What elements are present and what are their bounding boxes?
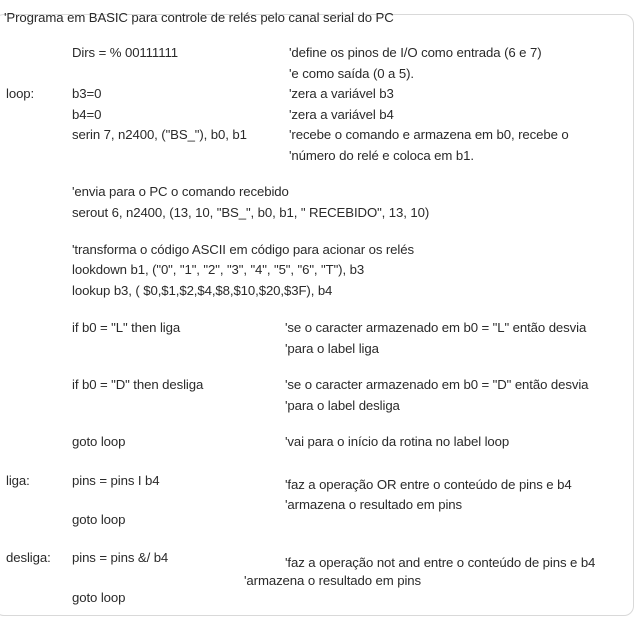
comment-line: 'número do relé e coloca em b1. <box>289 148 474 163</box>
code-line: lookup b3, ( $0,$1,$2,$4,$8,$10,$20,$3F), b4 <box>72 283 333 298</box>
label-liga: liga: <box>6 473 30 488</box>
label-desliga: desliga: <box>6 550 51 565</box>
code-line: lookdown b1, ("0", "1", "2", "3", "4", "5", "6", "T"), b3 <box>72 262 365 277</box>
comment-line: 'se o caracter armazenado em b0 = "L" então desvia <box>285 320 587 335</box>
code-line: goto loop <box>72 590 126 605</box>
comment-line: 'faz a operação OR entre o conteúdo de pins e b4 <box>285 477 572 492</box>
code-line: if b0 = "D" then desliga <box>72 377 204 392</box>
comment-line: 'faz a operação not and entre o conteúdo de pins e b4 <box>285 555 596 570</box>
label-loop: loop: <box>6 86 35 101</box>
comment-line: 'envia para o PC o comando recebido <box>72 184 289 199</box>
code-line: goto loop <box>72 434 126 449</box>
code-line: Dirs = % 00111111 <box>72 45 178 60</box>
code-line: b4=0 <box>72 107 102 122</box>
comment-line: 'para o label liga <box>285 341 379 356</box>
comment-line: 'define os pinos de I/O como entrada (6 e 7) <box>289 45 542 60</box>
comment-line: 'e como saída (0 a 5). <box>289 66 414 81</box>
comment-line: 'armazena o resultado em pins <box>244 573 422 588</box>
code-line: goto loop <box>72 512 126 527</box>
code-line: serout 6, n2400, (13, 10, "BS_", b0, b1, " RECEBIDO", 13, 10) <box>72 205 430 220</box>
comment-line: 'se o caracter armazenado em b0 = "D" então desvia <box>285 377 589 392</box>
comment-line: 'armazena o resultado em pins <box>285 497 463 512</box>
comment-line: 'zera a variável b3 <box>289 86 394 101</box>
document-title: 'Programa em BASIC para controle de relés pelo canal serial do PC <box>4 10 394 25</box>
comment-line: 'para o label desliga <box>285 398 400 413</box>
comment-line: 'vai para o início da rotina no label loop <box>285 434 510 449</box>
code-line: pins = pins &/ b4 <box>72 550 169 565</box>
code-line: if b0 = "L" then liga <box>72 320 181 335</box>
comment-line: 'transforma o código ASCII em código para acionar os relés <box>72 242 414 257</box>
code-line: pins = pins I b4 <box>72 473 160 488</box>
comment-line: 'recebe o comando e armazena em b0, recebe o <box>289 127 569 142</box>
code-line: b3=0 <box>72 86 102 101</box>
comment-line: 'zera a variável b4 <box>289 107 394 122</box>
code-line: serin 7, n2400, ("BS_"), b0, b1 <box>72 127 247 142</box>
